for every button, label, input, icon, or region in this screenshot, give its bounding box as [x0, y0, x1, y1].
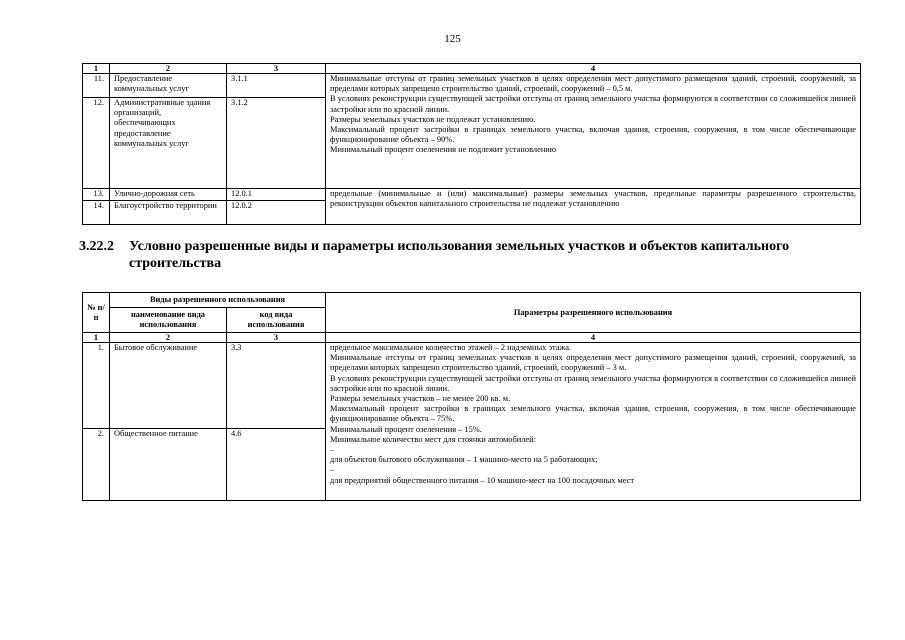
header-cell: 4 — [326, 64, 861, 74]
column-header-code: код вида использования — [227, 308, 326, 333]
use-code: 3.1.1 — [227, 74, 326, 98]
header-cell: 1 — [83, 64, 110, 74]
param-line: Максимальный процент застройки в границах земельного участка, включая здания, строения, сооружения, в том числе обеспечивающие функционирование объекта – 90%. — [330, 125, 856, 145]
param-line: В условиях реконструкции существующей застройки отступы от границ земельного участка формируются в соответствии со сложившейся линией застройки или по красной линии. — [330, 94, 856, 114]
use-code: 3.1.2 — [227, 98, 326, 189]
row-number: 13. — [83, 189, 110, 201]
table-header-row — [83, 293, 861, 308]
use-code: 12.0.1 — [227, 189, 326, 201]
use-name: Предоставление коммунальных услуг — [110, 74, 227, 98]
use-name: Административные здания организаций, обеспечивающих предоставление коммунальных услуг — [110, 98, 227, 189]
param-line: Минимальный процент озеленения – 15%. — [330, 424, 482, 434]
column-header-params: Параметры разрешенного использования — [326, 293, 861, 333]
use-code: 4.6 — [227, 429, 326, 501]
section-number: 3.22.2 — [79, 239, 114, 254]
use-name: Улично-дорожная сеть — [110, 189, 227, 201]
header-cell: 2 — [110, 64, 227, 74]
column-header-group: Виды разрешенного использования — [110, 293, 326, 308]
section-heading — [79, 238, 869, 272]
param-line: Размеры земельных участков не подлежат установлению. — [330, 114, 536, 124]
param-line: предельное максимальное количество этажей – 2 надземных этажа. — [330, 343, 572, 352]
param-line: Минимальный процент озеленения не подлежит установлению — [330, 145, 557, 155]
table-header-row — [83, 64, 861, 74]
dash-item-text: для объектов бытового обслуживания – 1 машино-место на 5 работающих; — [330, 455, 598, 465]
row-number: 12. — [83, 98, 110, 189]
index-cell: 2 — [110, 333, 227, 343]
table-index-row — [83, 333, 861, 343]
row-number: 1. — [83, 343, 110, 429]
section-title-continuation: строительства — [129, 256, 222, 271]
dash-item-text: для предприятий общественного питания – 10 машино-мест на 100 посадочных мест — [330, 475, 635, 485]
table-row — [83, 343, 861, 429]
param-line: Размеры земельных участков – не менее 200 кв. м. — [330, 394, 511, 404]
conditional-uses-table — [82, 292, 861, 501]
dash-list-item — [330, 465, 856, 485]
use-name: Общественное питание — [110, 429, 227, 501]
table-row — [83, 74, 861, 98]
page-number: 125 — [444, 33, 461, 45]
row-number: 11. — [83, 74, 110, 98]
param-line: Минимальные отступы от границ земельных участков в целях определения мест допустимого размещения зданий, строений, сооружений, за пределами которых запрещено строительство зданий, строений, сооружений – 0,5 м. — [330, 74, 856, 94]
index-cell: 3 — [227, 333, 326, 343]
use-name: Благоустройство территории — [110, 201, 227, 225]
column-header-name: наименование вида использования — [110, 308, 227, 333]
row-number: 14. — [83, 201, 110, 225]
row-number: 2. — [83, 429, 110, 501]
use-code: 12.0.2 — [227, 201, 326, 225]
dash-mark: – — [330, 445, 335, 455]
index-cell: 4 — [326, 333, 861, 343]
section-title: Условно разрешенные виды и параметры использования земельных участков и объектов капитального — [129, 239, 790, 254]
param-line: Минимальные отступы от границ земельных участков в целях определения мест допустимого размещения зданий, строений, сооружений, за пределами которых запрещено строительство зданий, строений, сооружений – 3 м. — [330, 353, 857, 373]
use-name: Бытовое обслуживание — [110, 343, 227, 429]
use-parameters — [326, 74, 861, 189]
dash-mark: – — [330, 465, 335, 475]
dash-list-item — [330, 445, 856, 465]
permitted-uses-table — [82, 63, 861, 225]
use-parameters — [326, 343, 861, 501]
param-line: В условиях реконструкции существующей застройки отступы от границ земельного участка формируются в соответствии со сложившейся линией застройки или по красной линии. — [330, 373, 857, 393]
use-parameters: предельные (минимальные и (или) максимальные) размеры земельных участков, предельные параметры разрешенного строительства, реконструкции объектов капитального строительства не подлежат установлению — [326, 189, 861, 225]
column-header-number: № п/п — [83, 293, 110, 333]
header-cell: 3 — [227, 64, 326, 74]
use-code: 3.3 — [227, 343, 326, 429]
index-cell: 1 — [83, 333, 110, 343]
table-row — [83, 189, 861, 201]
param-line: Максимальный процент застройки в границах земельного участка, включая здания, строения, сооружения, в том числе обеспечивающие функционирование объекта – 75%. — [330, 404, 857, 424]
param-line: Минимальное количество мест для стоянки автомобилей: — [330, 434, 536, 444]
